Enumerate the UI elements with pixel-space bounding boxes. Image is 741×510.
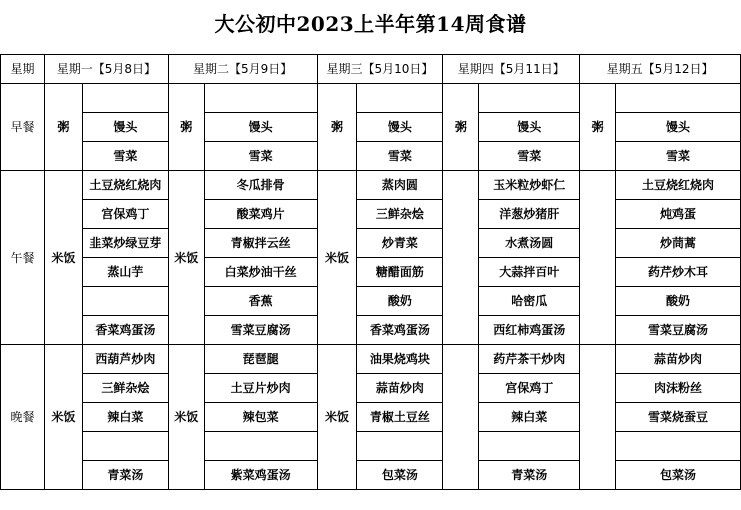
dinner-row [1, 432, 741, 461]
dish-cell: 土豆片炒肉 [204, 374, 317, 403]
dish-cell [479, 432, 580, 461]
dinner-staple [443, 345, 479, 490]
lunch-row [1, 200, 741, 229]
day-header: 星期五【5月12日】 [580, 55, 741, 84]
lunch-row [1, 229, 741, 258]
dish-cell: 辣白菜 [479, 403, 580, 432]
dish-cell: 蒸山芋 [82, 258, 168, 287]
dish-cell: 雪菜烧蚕豆 [616, 403, 741, 432]
breakfast-row [1, 113, 741, 142]
lunch-row [1, 287, 741, 316]
dish-cell: 雪菜 [357, 142, 443, 171]
dinner-row [1, 461, 741, 490]
dish-cell: 雪菜豆腐汤 [204, 316, 317, 345]
dish-cell: 白菜炒油干丝 [204, 258, 317, 287]
dish-cell: 馒头 [204, 113, 317, 142]
lunch-label: 午餐 [1, 171, 45, 345]
dish-cell: 香菜鸡蛋汤 [82, 316, 168, 345]
lunch-row [1, 316, 741, 345]
dish-cell: 西红柿鸡蛋汤 [479, 316, 580, 345]
breakfast-staple: 粥 [580, 84, 616, 171]
week-header: 星期 [1, 55, 45, 84]
dinner-row [1, 345, 741, 374]
dinner-staple: 米饭 [317, 345, 357, 490]
dish-cell: 紫菜鸡蛋汤 [204, 461, 317, 490]
day-header: 星期二【5月9日】 [168, 55, 317, 84]
dinner-staple: 米饭 [44, 345, 82, 490]
dish-cell: 宫保鸡丁 [82, 200, 168, 229]
breakfast-label: 早餐 [1, 84, 45, 171]
dinner-row [1, 374, 741, 403]
dish-cell [204, 432, 317, 461]
dish-cell: 雪菜 [82, 142, 168, 171]
dish-cell: 雪菜豆腐汤 [616, 316, 741, 345]
dish-cell: 雪菜 [616, 142, 741, 171]
dish-cell: 辣白菜 [82, 403, 168, 432]
dinner-row [1, 403, 741, 432]
dish-cell: 香蕉 [204, 287, 317, 316]
dish-cell: 青菜汤 [479, 461, 580, 490]
header-row [1, 55, 741, 84]
dish-cell: 包菜汤 [357, 461, 443, 490]
dish-cell: 酸菜鸡片 [204, 200, 317, 229]
dish-cell: 炒青菜 [357, 229, 443, 258]
dish-cell: 酸奶 [357, 287, 443, 316]
page-title: 大公初中2023上半年第14周食谱 [214, 12, 527, 36]
dish-cell: 洋葱炒猪肝 [479, 200, 580, 229]
dish-cell: 包菜汤 [616, 461, 741, 490]
dinner-staple: 米饭 [168, 345, 204, 490]
lunch-staple [443, 171, 479, 345]
lunch-row [1, 171, 741, 200]
dish-cell: 糖醋面筋 [357, 258, 443, 287]
dish-cell: 韭菜炒绿豆芽 [82, 229, 168, 258]
lunch-staple: 米饭 [168, 171, 204, 345]
menu-table [0, 54, 741, 490]
dish-cell: 琵琶腿 [204, 345, 317, 374]
dish-cell: 油果烧鸡块 [357, 345, 443, 374]
dish-cell: 肉沫粉丝 [616, 374, 741, 403]
dish-cell: 大蒜拌百叶 [479, 258, 580, 287]
dish-cell: 青椒土豆丝 [357, 403, 443, 432]
dish-cell: 香菜鸡蛋汤 [357, 316, 443, 345]
dish-cell: 馒头 [82, 113, 168, 142]
dish-cell [616, 84, 741, 113]
dish-cell [82, 287, 168, 316]
dish-cell: 宫保鸡丁 [479, 374, 580, 403]
lunch-staple: 米饭 [317, 171, 357, 345]
dinner-staple [580, 345, 616, 490]
dish-cell: 蒜苗炒肉 [357, 374, 443, 403]
dish-cell: 雪菜 [479, 142, 580, 171]
dish-cell: 馒头 [357, 113, 443, 142]
breakfast-row [1, 84, 741, 113]
dish-cell: 药芹茶干炒肉 [479, 345, 580, 374]
dish-cell: 三鲜杂烩 [82, 374, 168, 403]
lunch-staple: 米饭 [44, 171, 82, 345]
day-header: 星期一【5月8日】 [44, 55, 168, 84]
dish-cell: 青菜汤 [82, 461, 168, 490]
lunch-row [1, 258, 741, 287]
dish-cell: 辣包菜 [204, 403, 317, 432]
dish-cell: 馒头 [616, 113, 741, 142]
dish-cell [479, 84, 580, 113]
dish-cell: 土豆烧红烧肉 [616, 171, 741, 200]
lunch-staple [580, 171, 616, 345]
dish-cell [82, 432, 168, 461]
dish-cell: 哈密瓜 [479, 287, 580, 316]
dish-cell: 蒸肉圆 [357, 171, 443, 200]
dish-cell: 蒜苗炒肉 [616, 345, 741, 374]
dish-cell [82, 84, 168, 113]
breakfast-staple: 粥 [443, 84, 479, 171]
dish-cell: 炒茼蒿 [616, 229, 741, 258]
day-header: 星期三【5月10日】 [317, 55, 443, 84]
dish-cell: 冬瓜排骨 [204, 171, 317, 200]
dish-cell: 雪菜 [204, 142, 317, 171]
dish-cell: 玉米粒炒虾仁 [479, 171, 580, 200]
dinner-label: 晚餐 [1, 345, 45, 490]
breakfast-staple: 粥 [317, 84, 357, 171]
dish-cell [357, 84, 443, 113]
dish-cell: 土豆烧红烧肉 [82, 171, 168, 200]
dish-cell: 青椒拌云丝 [204, 229, 317, 258]
dish-cell: 药芹炒木耳 [616, 258, 741, 287]
dish-cell: 西葫芦炒肉 [82, 345, 168, 374]
dish-cell: 馒头 [479, 113, 580, 142]
day-header: 星期四【5月11日】 [443, 55, 580, 84]
breakfast-row [1, 142, 741, 171]
breakfast-staple: 粥 [44, 84, 82, 171]
breakfast-staple: 粥 [168, 84, 204, 171]
dish-cell [204, 84, 317, 113]
dish-cell: 水煮汤圆 [479, 229, 580, 258]
dish-cell: 炖鸡蛋 [616, 200, 741, 229]
dish-cell [616, 432, 741, 461]
dish-cell [357, 432, 443, 461]
dish-cell: 三鲜杂烩 [357, 200, 443, 229]
dish-cell: 酸奶 [616, 287, 741, 316]
